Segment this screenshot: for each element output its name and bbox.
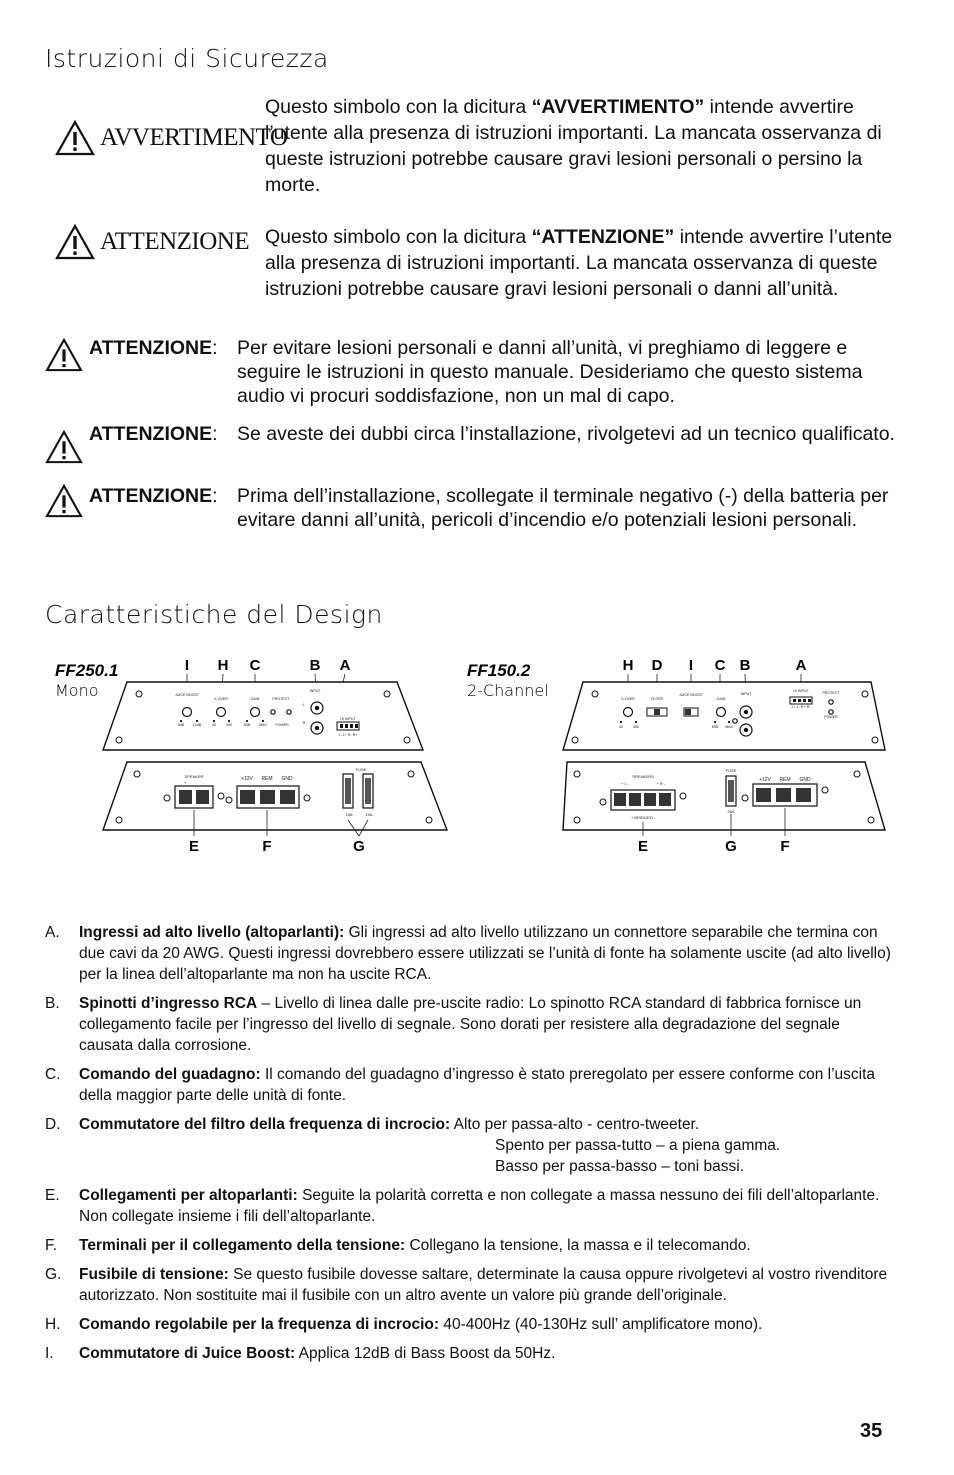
amp2-hi-pins: L+ L- R+ R- — [791, 705, 811, 709]
amp2-callout-f: F — [780, 838, 790, 855]
amp1-r: R — [302, 721, 306, 725]
amp2-max: MAX — [725, 725, 733, 729]
caution-description: Questo simbolo con la dicitura “ATTENZIONE” intende avvertire l’utente alla presenza di istruzioni importanti. La mancata osservanza di queste istruzioni potrebbe causare gravi lesioni personali o danni all’unità. — [265, 226, 893, 300]
amp2-callout-a: A — [795, 657, 807, 674]
amp2-12v-label: +12V — [759, 777, 771, 783]
list-item: I. Commutatore di Juice Boost: Applica 12dB di Bass Boost da 50Hz. — [45, 1345, 556, 1362]
list-item: C. Comando del guadagno: Il comando del guadagno d’ingresso è stato preregolato per essere conforme con l’uscita della maggior parte delle unità di fonte. — [45, 1066, 876, 1104]
caution-label: ATTENZIONE: — [89, 337, 218, 359]
amp2-callout-h: H — [622, 657, 634, 674]
amp1-callout-b: B — [309, 657, 321, 674]
amp2-gain-label: GAIN — [716, 697, 726, 701]
amp1-callout-g: G — [353, 838, 365, 855]
amp2-min: MIN — [711, 725, 719, 729]
amp2-model: FF150.2 — [467, 661, 531, 680]
amp1-model: FF250.1 — [55, 661, 119, 680]
page-number: 35 — [860, 1420, 883, 1442]
amp2-callout-i: I — [688, 657, 694, 674]
caution-text: Per evitare lesioni personali e danni all’unità, vi preghiamo di leggere e seguire le istruzioni in questo manuale. Desideriamo che questo sistema audio vi procuri soddisfazione, non un mal di capo. — [237, 337, 863, 407]
amp1-callout-a: A — [339, 657, 351, 674]
feature-list — [45, 922, 895, 1372]
amp1-200: 200 — [226, 723, 232, 727]
amp2-xover-label: X-OVER — [621, 697, 635, 701]
amp2-juice-switch — [684, 708, 698, 716]
amp1-juice-label: JUICE BOOST — [175, 693, 199, 697]
warning-triangle-icon — [55, 120, 95, 156]
warning-badge-label: AVVERTIMENTO — [100, 124, 288, 151]
amp1-40: 40 — [212, 723, 216, 727]
amp1-fuse-a: 15A — [345, 812, 353, 817]
amp2-rem-label: REM — [779, 777, 791, 783]
amp1-rem-label: REM — [261, 776, 273, 782]
caution-text: Prima dell’installazione, scollegate il terminale negativo (-) della batteria per evitare danni all’unità, pericoli d’incendio e/o potenziali lesioni personali. — [237, 485, 889, 531]
amp2-xover-knob — [624, 708, 633, 717]
amp2-fuse-a: 25A — [727, 809, 735, 814]
amp2-filter-switch — [647, 708, 667, 716]
list-item: B. Spinotti d’ingresso RCA – Livello di linea dalle pre-uscite radio: Lo spinotto RCA standard di fabbrica fornisce un collegamento facile per l’ingresso del livello di segnale. Sono dorati per resistere alla degradazione del segnale causata dalla corrosione. — [45, 995, 862, 1054]
amp1-min: MIN — [243, 723, 251, 727]
amp1-speaker-label: SPEAKER — [184, 774, 204, 779]
amp1-fuse-b: 15A — [365, 812, 373, 817]
caution-triangle-icon — [45, 338, 83, 372]
list-item: D. Commutatore del filtro della frequenza di incrocio: Alto per passa-alto - centro-tweeter. Spento per passa-tutto – a piena gamma. Basso per passa-basso – toni bassi. — [45, 1116, 781, 1175]
amp1-callout-c: C — [249, 657, 261, 674]
amp1-l: L — [303, 703, 305, 707]
amp2-gnd-label: GND — [799, 777, 811, 783]
amp2-400: 400 — [633, 725, 639, 729]
list-item: G. Fusibile di tensione: Se questo fusibile dovesse saltare, determinate la causa oppure rivolgetevi al vostro rivenditore autorizzato. Non sostituite mai il fusibile con un altro avente un valore più grande dell’originale. — [45, 1266, 888, 1304]
amp1-callout-f: F — [262, 838, 272, 855]
amp1-hi-input: HI INPUT — [340, 717, 356, 721]
list-item: E. Collegamenti per altoparlanti: Seguite la polarità corretta e non collegate a massa nessuno dei fili dell’altoparlante. Non collegate insieme i fili dell’altoparlante. — [45, 1187, 880, 1225]
caution-label: ATTENZIONE: — [89, 423, 218, 445]
amp1-juice-switch — [183, 708, 192, 717]
caution-triangle-icon — [45, 430, 83, 464]
amp1-power: POWER — [275, 723, 289, 727]
amp2-speaker-terminals — [611, 790, 675, 810]
amp1-xover-knob — [217, 708, 226, 717]
amp1-speaker-terminals — [175, 786, 213, 808]
amp2-hi-input: HI INPUT — [793, 689, 809, 693]
ff250-1-diagram — [45, 650, 455, 860]
caution-label: ATTENZIONE: — [89, 485, 218, 507]
amp2-sp-l: + L - — [621, 781, 629, 786]
amp1-protect-label: PROTECT — [272, 697, 290, 701]
amp2-bridged: + BRIDGED - — [630, 815, 656, 820]
amp1-input-label: INPUT — [309, 689, 321, 693]
amp2-speakers-label: SPEAKERS — [632, 774, 654, 779]
amp1-power-terminals — [237, 786, 299, 808]
amp1-gain-label: GAIN — [250, 697, 260, 701]
ff150-2-diagram — [465, 650, 895, 860]
amp2-input-label: INPUT — [740, 692, 752, 696]
amp2-callout-d: D — [651, 657, 663, 674]
section-title-design: Caratteristiche del Design — [45, 600, 383, 629]
amp2-sp-r: + R - — [656, 781, 666, 786]
warning-description: Questo simbolo con la dicitura “AVVERTIMENTO” intende avvertire l’utente alla presenza di istruzioni importanti. La mancata osservanza di queste istruzioni potrebbe causare gravi lesioni personali o persino la morte. — [265, 96, 882, 196]
amp1-hi-pins: L- L+ R- R+ — [338, 733, 358, 737]
amp1-sp-plus: + — [183, 780, 187, 785]
amp2-filter-label: FILTER — [650, 697, 664, 701]
amp1-callout-h: H — [217, 657, 229, 674]
caution-badge-label: ATTENZIONE — [100, 228, 250, 255]
amp1-max: MAX — [259, 723, 267, 727]
section-title-safety: Istruzioni di Sicurezza — [45, 44, 329, 73]
amp1-gain-knob — [251, 708, 260, 717]
amp2-callout-e: E — [637, 838, 649, 855]
amp2-power-label: POWER — [824, 715, 838, 719]
caution-triangle-icon — [45, 484, 83, 518]
amp1-callout-i: I — [184, 657, 190, 674]
amp2-callout-c: C — [714, 657, 726, 674]
list-item: A. Ingressi ad alto livello (altoparlanti): Gli ingressi ad alto livello utilizzano un connettore separabile che termina con due cavi da 20 AWG. Questi ingressi dovrebbero essere utilizzati se l’unità di fonte ha solamente uscite (ad alto livello) per la linea dell’altoparlante ma non ha uscite RCA. — [45, 924, 891, 983]
amp2-fuse — [726, 776, 736, 806]
amp2-juice-label: JUICE BOOST — [679, 693, 703, 697]
amp1-fuse-label: FUSE — [355, 767, 367, 772]
amp1-sp-minus: - — [202, 780, 204, 785]
amp1-12db: 12dB — [192, 723, 202, 727]
list-item: H. Comando regolabile per la frequenza di incrocio: 40-400Hz (40-130Hz sull’ amplificatore mono). — [45, 1316, 763, 1333]
amp2-type: 2-Channel — [467, 681, 549, 700]
amp2-callout-b: B — [739, 657, 751, 674]
amp1-xover-label: X-OVER — [214, 697, 228, 701]
amp2-40: 40 — [619, 725, 623, 729]
amp2-power-terminals — [753, 784, 817, 806]
amp1-12v-label: +12V — [241, 776, 253, 782]
caution-text: Se aveste dei dubbi circa l’installazione, rivolgetevi ad un tecnico qualificato. — [237, 423, 895, 445]
amp2-protect-label: PROTECT — [822, 691, 840, 695]
caution-triangle-icon — [55, 224, 95, 260]
list-item: F. Terminali per il collegamento della tensione: Collegano la tensione, la massa e il telecomando. — [45, 1237, 751, 1254]
amp2-callout-g: G — [725, 838, 737, 855]
amp1-0db: 0dB — [177, 723, 185, 727]
amp1-gnd-label: GND — [281, 776, 293, 782]
amp1-callout-e: E — [188, 838, 200, 855]
amp2-fuse-label: FUSE — [725, 768, 737, 773]
amp2-gain-knob — [717, 708, 726, 717]
amp1-type: Mono — [55, 681, 99, 700]
